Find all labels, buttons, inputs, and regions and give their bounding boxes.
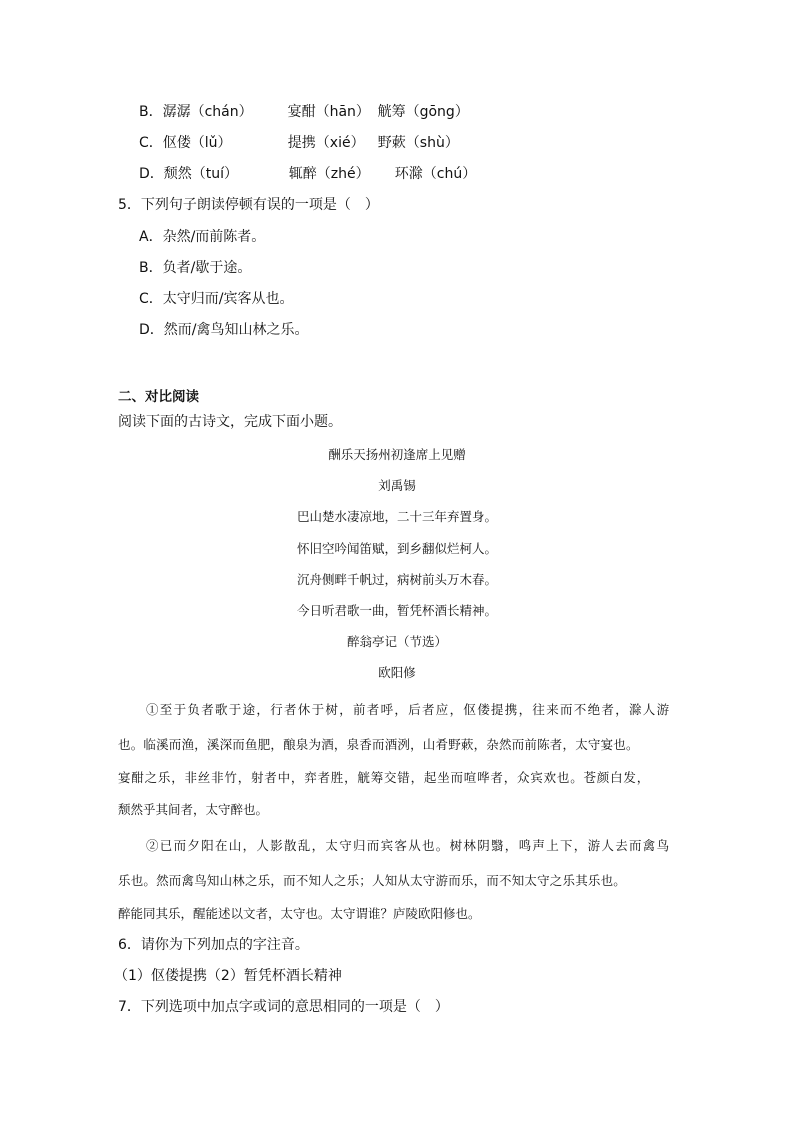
- q5-option-a: A．杂然/而前陈者。: [139, 229, 266, 245]
- option-item: 宴酣（hān）: [287, 104, 370, 120]
- prose-paragraph-1-line: ①至于负者歌于途，行者休于树，前者呼，后者应，伛偻提携，往来而不绝者，滁人游: [146, 702, 671, 717]
- option-item: 提携（xié）: [287, 135, 365, 151]
- poem-title: 酬乐天扬州初逢席上见赠: [328, 447, 466, 462]
- q4-option-c: [139, 134, 459, 152]
- option-item: 辄醉（zhé）: [288, 166, 370, 182]
- prose-paragraph-1-line: 宴酣之乐，非丝非竹，射者中，弈者胜，觥筹交错，起坐而喧哗者，众宾欢也。苍颜白发，: [118, 770, 651, 785]
- q7-stem: 7．下列选项中加点字或词的意思相同的一项是（ ）: [118, 999, 449, 1015]
- option-item: 野蔌（shù）: [377, 135, 459, 151]
- prose-paragraph-2-line: ②已而夕阳在山，人影散乱，太守归而宾客从也。树林阴翳，鸣声上下，游人去而禽鸟: [146, 838, 671, 853]
- option-label: B．: [139, 104, 163, 120]
- option-item: 觥筹（gōng）: [377, 104, 469, 120]
- prose-paragraph-2-line: 醉能同其乐，醒能述以文者，太守也。太守谓谁？庐陵欧阳修也。: [118, 906, 481, 921]
- option-item: 潺潺（chán）: [162, 104, 253, 120]
- prose-paragraph-2-line: 乐也。然而禽鸟知山林之乐，而不知人之乐；人知从太守游而乐，而不知太守之乐其乐也。: [118, 873, 627, 888]
- poem-line: 沉舟侧畔千帆过，病树前头万木春。: [296, 572, 497, 587]
- section-title: 二、对比阅读: [118, 389, 199, 405]
- option-label: C．: [139, 135, 163, 151]
- poem-line: 今日听君歌一曲，暂凭杯酒长精神。: [296, 603, 497, 618]
- q5-option-b: B．负者/歇于途。: [139, 260, 252, 276]
- prose-author: 欧阳修: [378, 665, 416, 680]
- q6-subquestion: （1）伛偻提携（2）暂凭杯酒长精神: [114, 968, 342, 984]
- prose-paragraph-1-line: 也。临溪而渔，溪深而鱼肥，酿泉为酒，泉香而酒洌，山肴野蔌，杂然而前陈者，太守宴也。: [118, 737, 639, 752]
- prose-title: 醉翁亭记（节选）: [346, 634, 447, 649]
- q6-stem: 6．请你为下列加点的字注音。: [118, 937, 309, 953]
- option-item: 伛偻（lǔ）: [162, 135, 232, 151]
- option-item: 颓然（tuí）: [163, 166, 239, 182]
- q5-option-c: C．太守归而/宾客从也。: [139, 291, 294, 307]
- section-instruction: 阅读下面的古诗文，完成下面小题。: [118, 414, 342, 430]
- prose-paragraph-1-line: 颓然乎其间者，太守醉也。: [118, 802, 269, 817]
- option-item: 环滁（chú）: [394, 166, 477, 182]
- q5-option-d: D．然而/禽鸟知山林之乐。: [139, 322, 309, 338]
- poem-line: 怀旧空吟闻笛赋，到乡翻似烂柯人。: [296, 541, 497, 556]
- q4-option-b: [139, 103, 469, 121]
- poem-author: 刘禹锡: [378, 478, 416, 493]
- option-label: D．: [139, 166, 164, 182]
- q4-option-d: [139, 165, 476, 183]
- q5-stem: 5．下列句子朗读停顿有误的一项是（ ）: [118, 197, 379, 213]
- poem-line: 巴山楚水凄凉地，二十三年弃置身。: [296, 509, 497, 524]
